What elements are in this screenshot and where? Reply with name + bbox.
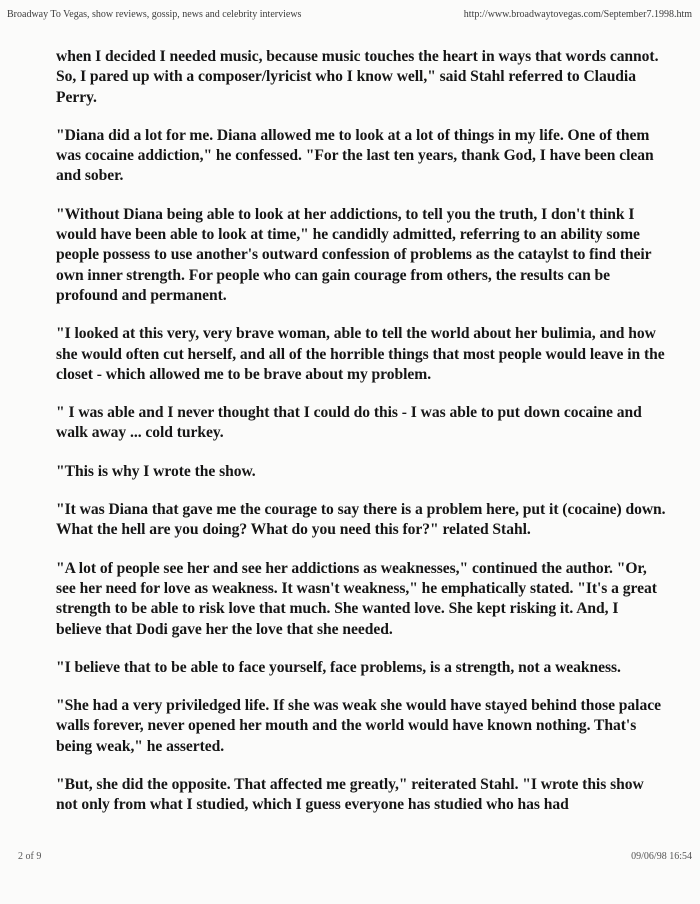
header-url: http://www.broadwaytovegas.com/September7.1998.htm bbox=[463, 9, 692, 20]
article-body bbox=[56, 47, 666, 834]
paragraph: "But, she did the opposite. That affected me greatly," reiterated Stahl. "I wrote this show not only from what I studied, which I guess everyone has studied who has had bbox=[56, 776, 644, 814]
header-page-title: Broadway To Vegas, show reviews, gossip, news and celebrity interviews bbox=[7, 9, 302, 20]
paragraph: "Diana did a lot for me. Diana allowed me to look at a lot of things in my life. One of them was cocaine addiction," he confessed. "For the last ten years, thank God, I have been clean and sober. bbox=[56, 126, 654, 185]
page-number: 2 of 9 bbox=[18, 851, 42, 862]
paragraph: "I looked at this very, very brave woman, able to tell the world about her bulimia, and how she would often cut herself, and all of the horrible things that most people would leave in the closet - which allowed me to be brave about my problem. bbox=[56, 325, 665, 383]
paragraph: " I was able and I never thought that I could do this - I was able to put down cocaine and walk away ... cold turkey. bbox=[56, 404, 642, 442]
paragraph: "This is why I wrote the show. bbox=[56, 462, 256, 480]
paragraph: "Without Diana being able to look at her addictions, to tell you the truth, I don't think I would have been able to look at time," he candidly admitted, referring to an ability some people possess to use another's outward confession of problems as the cataylst to find their own inner strength. For people who can gain courage from others, the results can be profound and permanent. bbox=[56, 205, 652, 304]
paragraph: "She had a very priviledged life. If she was weak she would have stayed behind those palace walls forever, never opened her mouth and the world would have known nothing. That's being weak," he asserted. bbox=[56, 697, 661, 755]
paragraph: "I believe that to be able to face yourself, face problems, is a strength, not a weakness. bbox=[56, 658, 621, 676]
paragraph: "A lot of people see her and see her addictions as weaknesses," continued the author. "Or, see her need for love as weakness. It wasn't weakness," he emphatically stated. "It's a great strength to be able to risk love that much. She wanted love. She kept risking it. And, I believe that Dodi gave her the love that she needed. bbox=[56, 559, 657, 638]
paragraph: when I decided I needed music, because music touches the heart in ways that words cannot. So, I pared up with a composer/lyricist who I know well," said Stahl referred to Claudia Perry. bbox=[56, 48, 659, 106]
paragraph: "It was Diana that gave me the courage to say there is a problem here, put it (cocaine) down. What the hell are you doing? What do you need this for?" related Stahl. bbox=[56, 501, 666, 539]
print-timestamp: 09/06/98 16:54 bbox=[631, 851, 692, 862]
